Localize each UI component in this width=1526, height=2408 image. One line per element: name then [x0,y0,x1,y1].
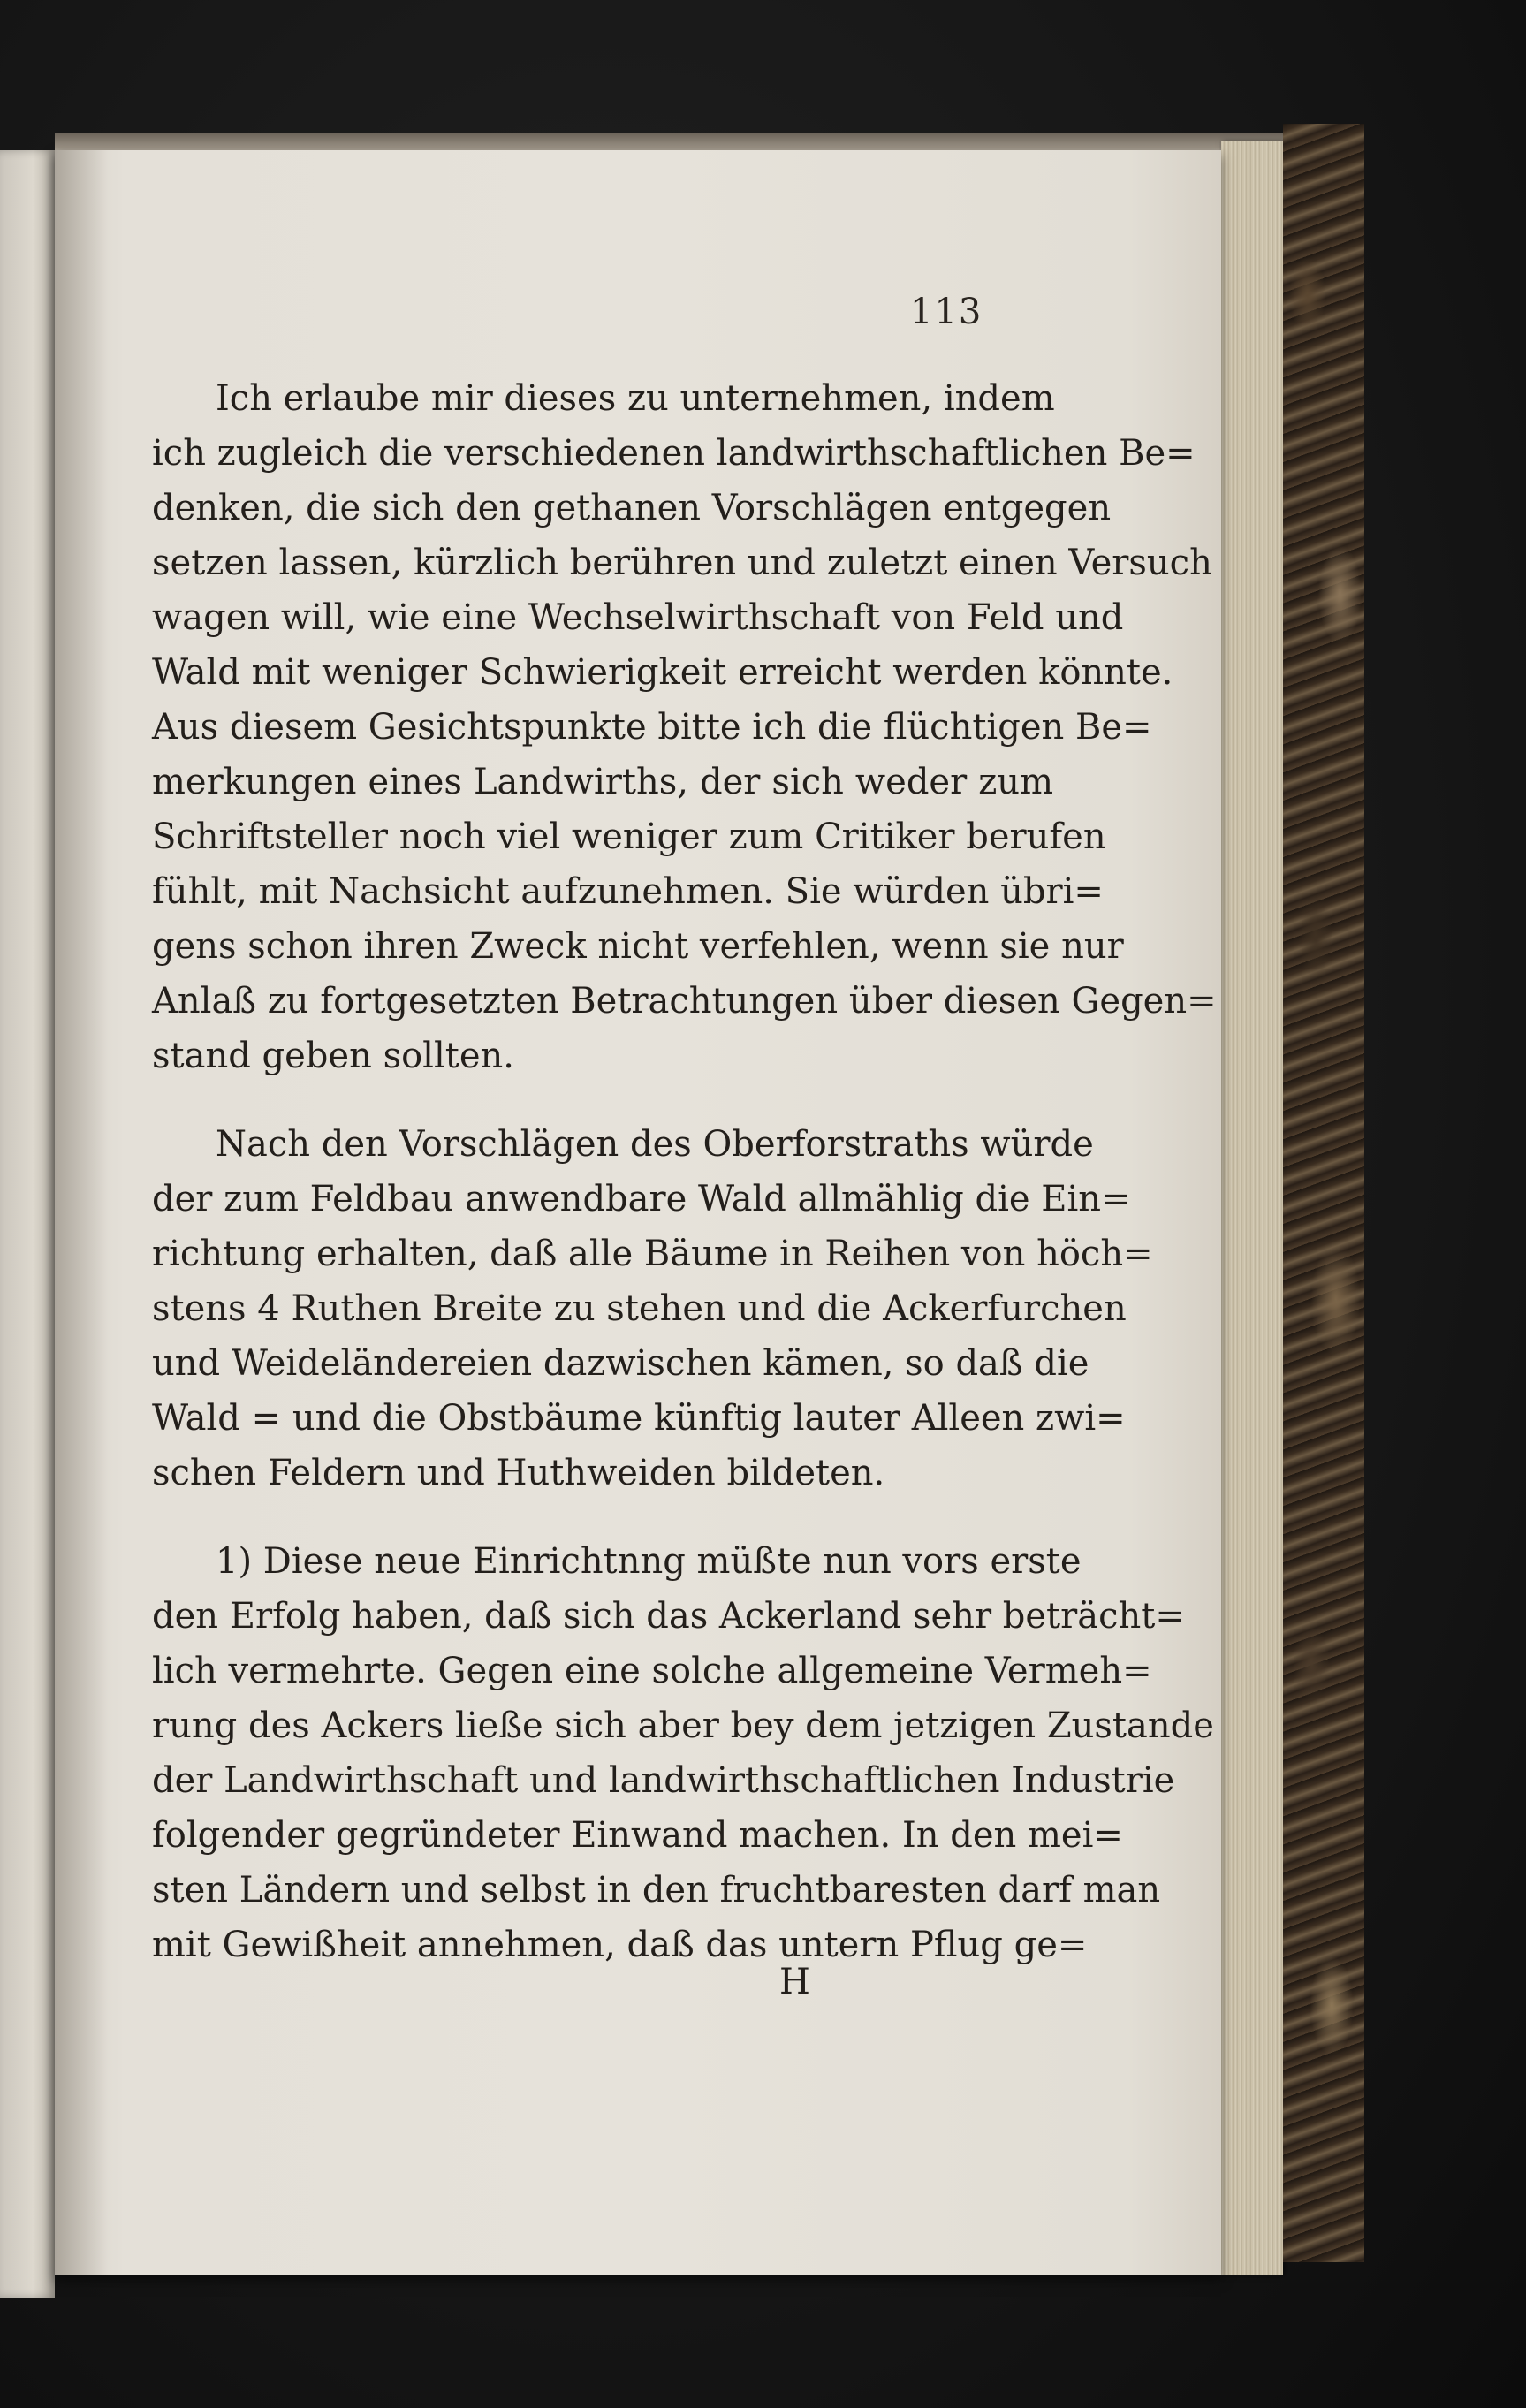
text-line: richtung erhalten, daß alle Bäume in Reihen von höch= [152,1234,1153,1274]
text-line: folgender gegründeter Einwand machen. In den mei= [152,1815,1123,1856]
book-page [55,150,1221,2275]
text-block [152,371,1217,1972]
text-line: lich vermehrte. Gegen eine solche allgemeine Vermeh= [152,1651,1152,1691]
paragraph-gap [152,1500,1053,1534]
text-line: setzen lassen, kürzlich berühren und zuletzt einen Versuch [152,543,1212,583]
page-edges [1221,141,1283,2275]
page-number: 113 [910,292,983,332]
text-line: fühlt, mit Nachsicht aufzunehmen. Sie würden übri= [152,871,1104,912]
text-line: stand geben sollten. [152,1036,514,1076]
text-line: der Landwirthschaft und landwirthschaftlichen Industrie [152,1760,1175,1801]
text-line: gens schon ihren Zweck nicht verfehlen, wenn sie nur [152,926,1124,967]
text-line: mit Gewißheit annehmen, daß das untern Pflug ge= [152,1925,1088,1965]
text-line: Aus diesem Gesichtspunkte bitte ich die flüchtigen Be= [152,707,1152,748]
text-line: 1) Diese neue Einrichtnng müßte nun vors erste [216,1541,1082,1582]
text-line: Wald mit weniger Schwierigkeit erreicht werden könnte. [152,652,1173,693]
paragraph-gap [152,1083,1053,1117]
text-line: den Erfolg haben, daß sich das Ackerland sehr beträcht= [152,1596,1185,1637]
text-line: denken, die sich den gethanen Vorschlägen entgegen [152,488,1112,528]
paragraph-1 [152,371,1217,1083]
paragraph-2 [152,1117,1153,1500]
signature-mark: H [779,1962,810,2002]
text-line: Schriftsteller noch viel weniger zum Critiker berufen [152,817,1106,857]
marbled-cover [1283,124,1364,2262]
gutter-shadow [55,150,108,2275]
text-line: wagen will, wie eine Wechselwirthschaft von Feld und [152,597,1124,638]
text-line: und Weideländereien dazwischen kämen, so daß die [152,1343,1089,1384]
text-line: schen Feldern und Huthweiden bildeten. [152,1453,885,1493]
text-line: Ich erlaube mir dieses zu unternehmen, indem [216,378,1055,419]
text-line: der zum Feldbau anwendbare Wald allmählig die Ein= [152,1179,1131,1219]
text-line: merkungen eines Landwirths, der sich weder zum [152,762,1053,802]
text-line: Wald = und die Obstbäume künftig lauter Alleen zwi= [152,1398,1126,1439]
paragraph-3 [152,1534,1214,1972]
text-line: stens 4 Ruthen Breite zu stehen und die Ackerfurchen [152,1288,1127,1329]
text-line: Nach den Vorschlägen des Oberforstraths würde [216,1124,1094,1165]
text-line: ich zugleich die verschiedenen landwirthschaftlichen Be= [152,433,1196,474]
text-line: Anlaß zu fortgesetzten Betrachtungen über diesen Gegen= [152,981,1217,1022]
text-line: sten Ländern und selbst in den fruchtbaresten darf man [152,1870,1161,1910]
facing-page-edge [0,150,55,2298]
text-line: rung des Ackers ließe sich aber bey dem jetzigen Zustande [152,1705,1214,1746]
